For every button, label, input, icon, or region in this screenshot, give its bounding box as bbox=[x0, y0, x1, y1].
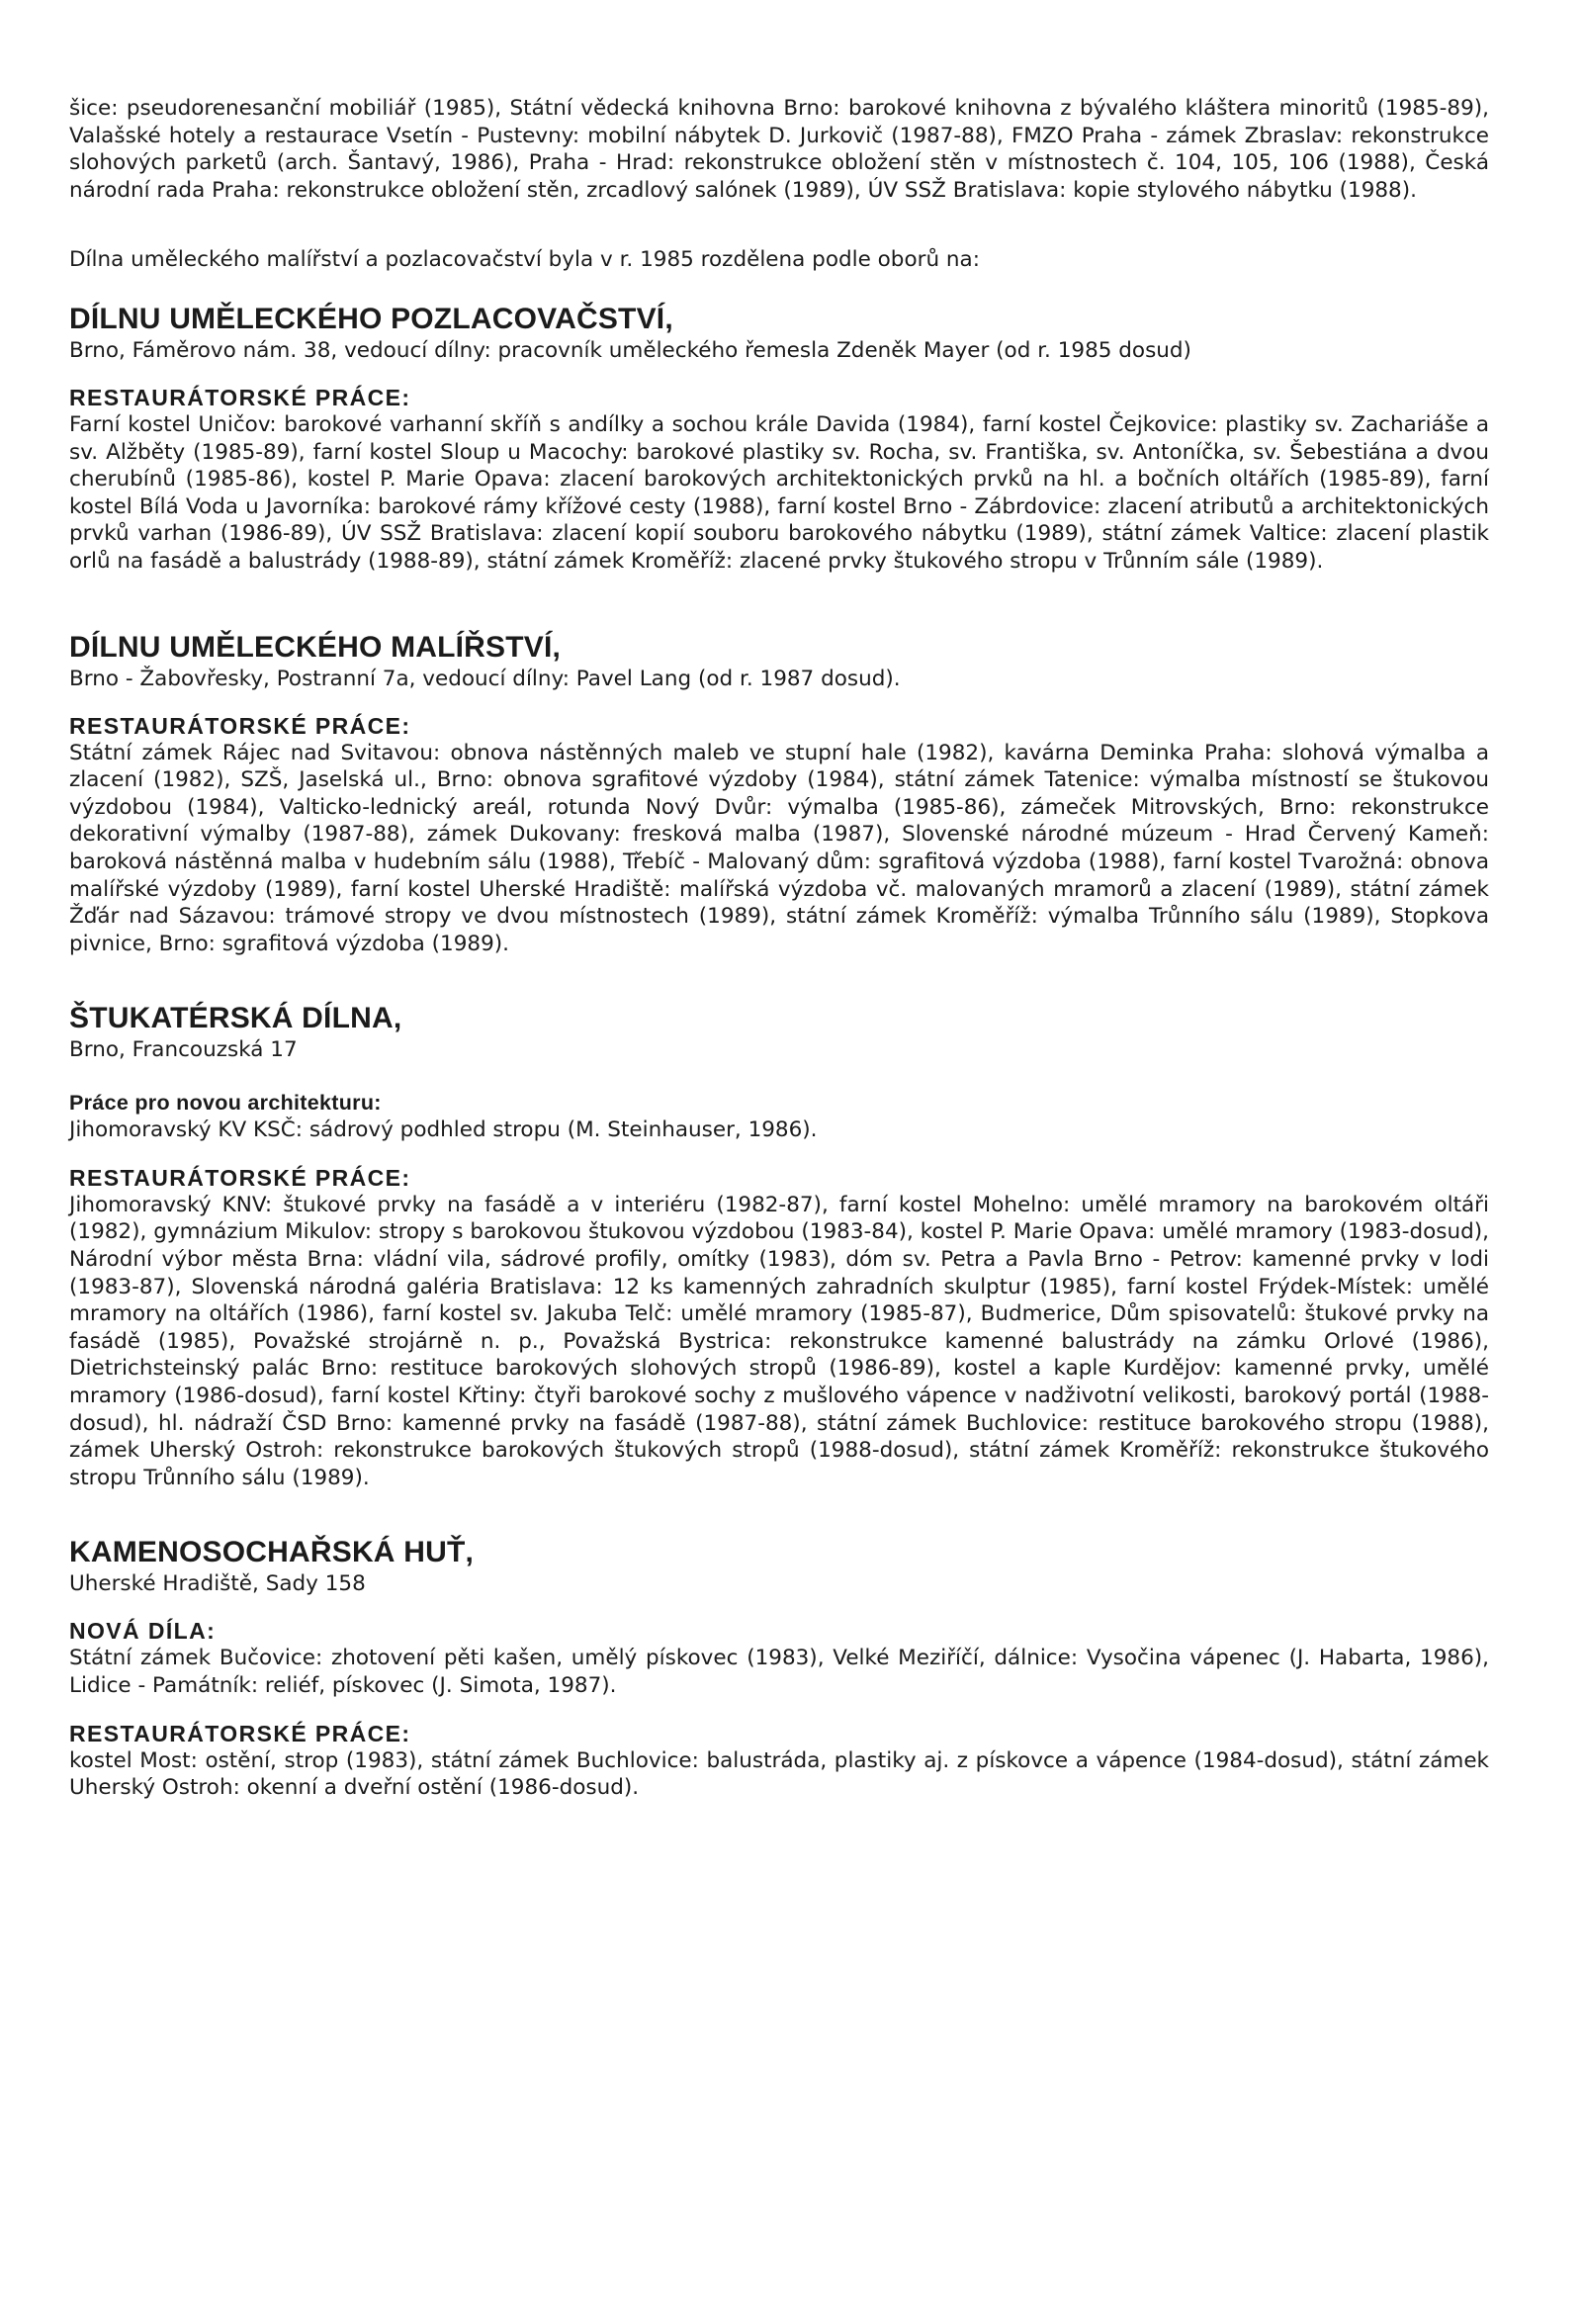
restoration-works-label: RESTAURÁTORSKÉ PRÁCE: bbox=[69, 1164, 411, 1191]
section-stucco-workshop bbox=[69, 1001, 1489, 1491]
division-note: Dílna uměleckého malířství a pozlacovačství byla v r. 1985 rozdělena podle oborů na: bbox=[69, 247, 980, 273]
new-architecture-text: Jihomoravský KV KSČ: sádrový podhled stropu (M. Steinhauser, 1986). bbox=[69, 1117, 818, 1143]
section-heading: DÍLNU UMĚLECKÉHO MALÍŘSTVÍ, bbox=[69, 630, 562, 664]
restoration-works-label: RESTAURÁTORSKÉ PRÁCE: bbox=[69, 712, 411, 739]
new-works-text: Státní zámek Bučovice: zhotovení pěti kašen, umělý pískovec (1983), Velké Meziříčí, dálnice: Vysočina vápenec (J. Habarta, 1986), Lidice - Památník: reliéf, pískovec (J. Simota, 1987). bbox=[69, 1646, 1489, 1698]
section-painting-workshop bbox=[69, 630, 1489, 958]
restoration-works-text: Farní kostel Uničov: barokové varhanní skříň s andílky a sochou krále Davida (1984), farní kostel Čejkovice: plastiky sv. Zachariáše a sv. Alžběty (1985-89), farní kostel Sloup u Macochy: barokové plastiky sv. Rocha, sv. Františka, sv. Antoníčka, sv. Šebestiána a dvou cherubínů (1985-86), kostel P. Marie Opava: zlacení barokových architektonických prvků na hl. a bočních oltářích (1985-89), farní kostel Bílá Voda u Javorníka: barokové rámy křížové cesty (1988), farní kostel Brno - Zábrdovice: zlacení atributů a architektonických prvků varhan (1986-89), ÚV SSŽ Bratislava: zlacení kopií souboru barokového nábytku (1989), státní zámek Valtice: zlacení plastik orlů na fasádě a balustrády (1988-89), státní zámek Kroměříž: zlacené prvky štukového stropu v Trůnním sále (1989). bbox=[69, 411, 1489, 574]
restoration-works-label: RESTAURÁTORSKÉ PRÁCE: bbox=[69, 384, 411, 410]
restoration-works-text: Jihomoravský KNV: štukové prvky na fasádě a v interiéru (1982-87), farní kostel Mohelno: umělé mramory na barokovém oltáři (1982), gymnázium Mikulov: stropy s barokovou štukovou výzdobou (1983-84), kostel P. Marie Opava: umělé mramory (1983-dosud), Národní výbor města Brna: vládní vila, sádrové profily, omítky (1983), dóm sv. Petra a Pavla Brno - Petrov: kamenné prvky v lodi (1983-87), Slovenská národná galéria Bratislava: 12 ks kamenných zahradních skulptur (1985), farní kostel Frýdek-Místek: umělé mramory na oltářích (1986), farní kostel sv. Jakuba Telč: umělé mramory (1985-87), Budmerice, Dům spisovatelů: štukové prvky na fasádě (1985), Považské strojárně n. p., Považská Bystrica: rekonstrukce kamenné balustrády na zámku Orlové (1986), Dietrichsteinský palác Brno: restituce barokových slohových stropů (1986-89), kostel a kaple Kurdějov: kamenné prvky, umělé mramory (1986-dosud), farní kostel Křtiny: čtyři barokové sochy z mušlového vápence v nadživotní velikosti, barokový portál (1988-dosud), hl. nádraží ČSD Brno: kamenné prvky na fasádě (1987-88), státní zámek Buchlovice: restituce barokového stropu (1988), zámek Uherský Ostroh: rekonstrukce barokových štukových stropů (1988-dosud), státní zámek Kroměříž: rekonstrukce štukového stropu Trůnního sálu (1989). bbox=[69, 1192, 1489, 1490]
section-heading: ŠTUKATÉRSKÁ DÍLNA, bbox=[69, 1002, 402, 1035]
section-address: Brno - Žabovřesky, Postranní 7a, vedoucí dílny: Pavel Lang (od r. 1987 dosud). bbox=[69, 666, 901, 691]
section-heading: KAMENOSOCHAŘSKÁ HUŤ, bbox=[69, 1536, 474, 1569]
section-address: Uherské Hradiště, Sady 158 bbox=[69, 1571, 366, 1597]
section-address: Brno, Fáměrovo nám. 38, vedoucí dílny: pracovník uměleckého řemesla Zdeněk Mayer (od r. 1985 dosud) bbox=[69, 337, 1191, 363]
section-gilding-workshop bbox=[69, 302, 1489, 576]
section-address: Brno, Francouzská 17 bbox=[69, 1037, 298, 1063]
intro-paragraph: šice: pseudorenesanční mobiliář (1985), Státní vědecká knihovna Brno: barokové knihovna z bývalého kláštera minoritů (1985-89), Valašské hotely a restaurace Vsetín - Pustevny: mobilní nábytek D. Jurkovič (1987-88), FMZO Praha - zámek Zbraslav: rekonstrukce slohových parketů (arch. Šantavý, 1986), Praha - Hrad: rekonstrukce obložení stěn v místnostech č. 104, 105, 106 (1988), Česká národní rada Praha: rekonstrukce obložení stěn, zrcadlový salónek (1989), ÚV SSŽ Bratislava: kopie stylového nábytku (1988). bbox=[69, 96, 1489, 203]
section-stone-workshop bbox=[69, 1535, 1489, 1801]
new-works-label: NOVÁ DÍLA: bbox=[69, 1618, 217, 1645]
new-architecture-label: Práce pro novou architekturu: bbox=[69, 1091, 382, 1116]
restoration-works-label: RESTAURÁTORSKÉ PRÁCE: bbox=[69, 1720, 411, 1746]
section-heading: DÍLNU UMĚLECKÉHO POZLACOVAČSTVÍ, bbox=[69, 302, 673, 335]
restoration-works-text: Státní zámek Rájec nad Svitavou: obnova nástěnných maleb ve stupní hale (1982), kavárna Deminka Praha: slohová výmalba a zlacení (1982), SZŠ, Jaselská ul., Brno: obnova sgrafitové výzdoby (1984), státní zámek Tatenice: výmalba místností se štukovou výzdobou (1984), Valticko-lednický areál, rotunda Nový Dvůr: výmalba (1985-86), zámeček Mitrovských, Brno: rekonstrukce dekorativní výmalby (1987-88), zámek Dukovany: fresková malba (1987), Slovenské národné múzeum - Hrad Červený Kameň: baroková nástěnná malba v hudebním sálu (1988), Třebíč - Malovaný dům: sgrafitová výzdoba (1988), farní kostel Tvarožná: obnova malířské výzdoby (1989), farní kostel Uherské Hradiště: malířská výzdoba vč. malovaných mramorů a zlacení (1989), státní zámek Žďár nad Sázavou: trámové stropy ve dvou místnostech (1989), státní zámek Kroměříž: výmalba Trůnního sálu (1989), Stopkova pivnice, Brno: sgrafitová výzdoba (1989). bbox=[69, 740, 1489, 956]
document-page bbox=[69, 95, 1489, 1856]
restoration-works-text: kostel Most: ostění, strop (1983), státní zámek Buchlovice: balustráda, plastiky aj. z pískovce a vápence (1984-dosud), státní zámek Uherský Ostroh: okenní a dveřní ostění (1986-dosud). bbox=[69, 1747, 1489, 1801]
